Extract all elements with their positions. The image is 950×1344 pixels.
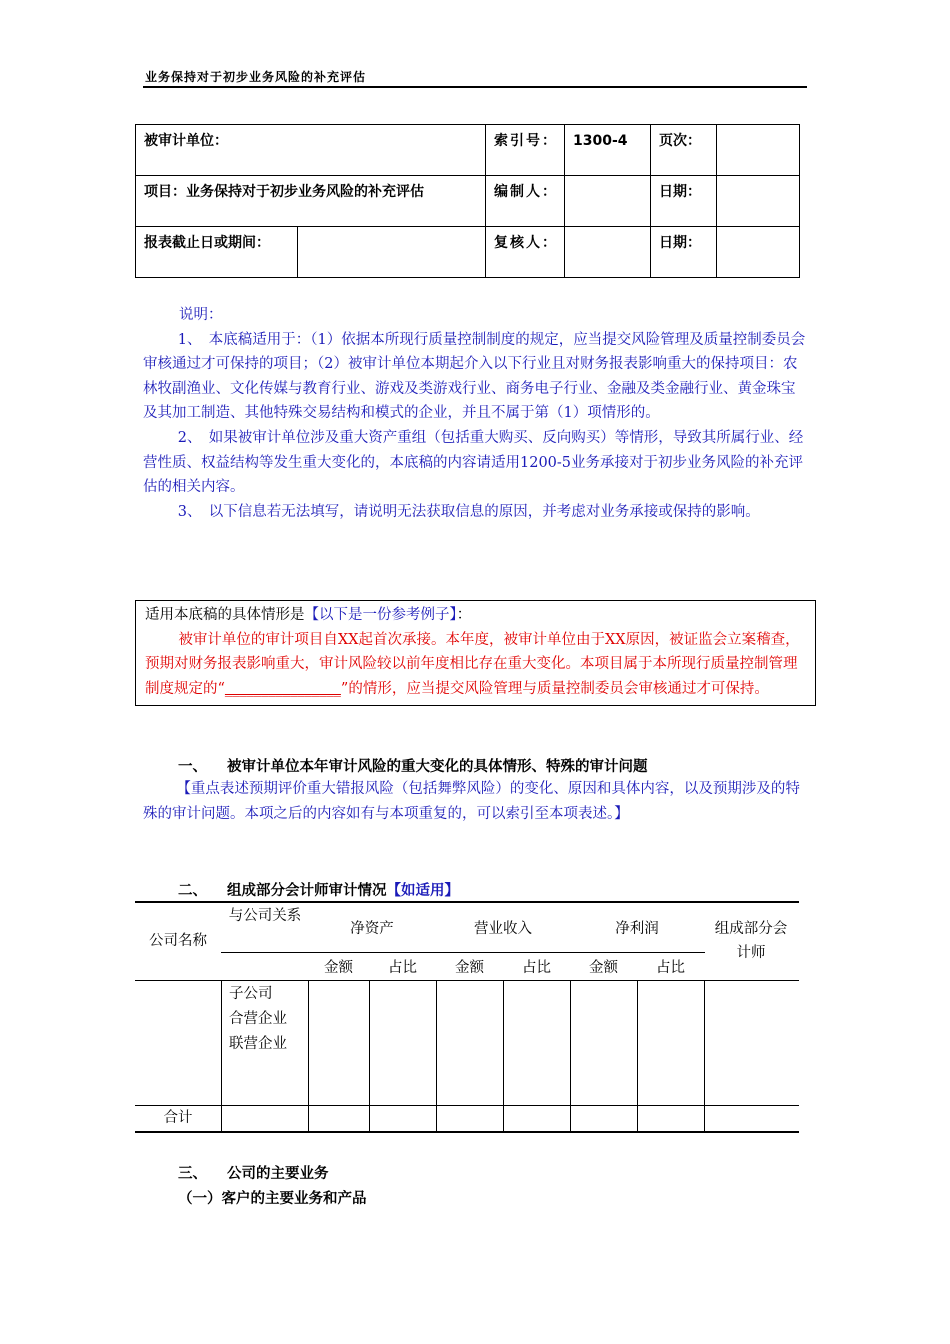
auditee-label: 被审计单位： — [136, 125, 486, 176]
date-value-1[interactable] — [717, 176, 800, 227]
section2-heading — [178, 879, 459, 900]
sub-amount: 金额 — [455, 960, 484, 976]
col-revenue: 营业收入 — [474, 921, 532, 937]
table-vline — [503, 980, 504, 1131]
table-vline — [637, 980, 638, 1131]
info-table — [135, 124, 800, 278]
relation-list — [229, 982, 309, 1057]
table-vline — [221, 980, 222, 1131]
relation-associate: 联营企业 — [229, 1036, 287, 1052]
example-body — [145, 628, 807, 702]
section1-number: 一、 — [178, 759, 207, 775]
table-top-rule — [135, 901, 799, 903]
col-relation: 与公司关系 — [228, 908, 302, 924]
table-subheader-rule — [221, 952, 705, 953]
table-bottom-rule — [135, 1131, 799, 1133]
section3-sub1: （一）客户的主要业务和产品 — [178, 1191, 367, 1207]
example-body-part1: 被审计单位的审计项目自XX起首次承接。本年度，被审计单位由于XX原因，被证监会立案稽查，预期对财务报表影响重大，审计风险较以前年度相比存在重大变化。本项目属于本所现行质量控制管理制度规定的“ — [145, 631, 800, 697]
notes-item-3: 3、 以下信息若无法填写，请说明无法获取信息的原因，并考虑对业务承接或保持的影响。 — [177, 503, 760, 520]
date-value-2[interactable] — [717, 227, 800, 278]
example-blank[interactable]: ________________ — [224, 680, 341, 697]
component-auditor-table — [135, 901, 799, 1133]
table-vline — [570, 980, 571, 1131]
table-total-rule — [135, 1105, 799, 1106]
sub-amount: 金额 — [324, 960, 353, 976]
section2-note: 【如适用】 — [386, 883, 459, 899]
table-vline — [704, 980, 705, 1131]
index-label: 索引号： — [486, 125, 565, 176]
period-label: 报表截止日或期间： — [136, 227, 298, 278]
page-value[interactable] — [717, 125, 800, 176]
section1-title: 被审计单位本年审计风险的重大变化的具体情形、特殊的审计问题 — [227, 759, 648, 775]
index-value: 1300-4 — [565, 125, 651, 176]
col-component-auditor: 组成部分会计师 — [714, 921, 788, 961]
section3-number: 三、 — [178, 1166, 207, 1182]
project-label: 项目：业务保持对于初步业务风险的补充评估 — [136, 176, 486, 227]
sub-ratio: 占比 — [522, 960, 551, 976]
page-label: 页次： — [651, 125, 717, 176]
example-body-part2: ”的情形，应当提交风险管理与质量控制委员会审核通过才可保持。 — [340, 680, 769, 697]
section2-number: 二、 — [178, 883, 207, 899]
section3-heading — [178, 1162, 329, 1183]
table-vline — [369, 980, 370, 1131]
sub-amount: 金额 — [589, 960, 618, 976]
document-header-title: 业务保持对于初步业务风险的补充评估 — [145, 70, 367, 84]
example-box — [135, 600, 816, 706]
notes-title: 说明： — [179, 307, 223, 323]
example-intro-ref: 【以下是一份参考例子】 — [304, 607, 457, 623]
col-company: 公司名称 — [149, 933, 207, 949]
col-net-profit: 净利润 — [615, 921, 659, 937]
period-value[interactable] — [298, 227, 486, 278]
reviewer-label: 复核人： — [486, 227, 565, 278]
table-header-rule — [135, 980, 799, 981]
notes-item-1: 1、 本底稿适用于：（1）依据本所现行质量控制制度的规定，应当提交风险管理及质量控制委员会审核通过才可保持的项目；（2）被审计单位本期起介入以下行业且对财务报表影响重大的保持项目：农林牧副渔业、文化传媒与教育行业、游戏及类游戏行业、商务电子行业、金融及类金融行业、黄金珠宝及其加工制造、其他特殊交易结构和模式的企业，并且不属于第（1）项情形的。 — [143, 331, 806, 422]
example-intro — [145, 603, 807, 628]
col-net-assets: 净资产 — [350, 921, 394, 937]
preparer-value[interactable] — [565, 176, 651, 227]
example-intro-prefix: 适用本底稿的具体情形是 — [145, 607, 305, 623]
notes-block — [143, 303, 809, 524]
section2-title: 组成部分会计师审计情况 — [227, 883, 387, 899]
notes-item-2: 2、 如果被审计单位涉及重大资产重组（包括重大购买、反向购买）等情形，导致其所属行业、经营性质、权益结构等发生重大变化的，本底稿的内容请适用1200-5业务承接对于初步业务风险的补充评估的相关内容。 — [143, 429, 804, 496]
date-label-1: 日期： — [651, 176, 717, 227]
header-rule — [143, 86, 807, 88]
table-vline — [436, 980, 437, 1131]
reviewer-value[interactable] — [565, 227, 651, 278]
section1-heading — [178, 755, 648, 776]
sub-ratio: 占比 — [656, 960, 685, 976]
preparer-label: 编制人： — [486, 176, 565, 227]
total-label: 合计 — [163, 1110, 193, 1126]
date-label-2: 日期： — [651, 227, 717, 278]
relation-subsidiary: 子公司 — [229, 986, 273, 1002]
example-intro-suffix: ： — [456, 607, 472, 623]
sub-ratio: 占比 — [388, 960, 417, 976]
section1-note: 【重点表述预期评价重大错报风险（包括舞弊风险）的变化、原因和具体内容，以及预期涉及的特殊的审计问题。本项之后的内容如有与本项重复的，可以索引至本项表述。】 — [143, 781, 800, 822]
relation-joint-venture: 合营企业 — [229, 1011, 287, 1027]
section3-title: 公司的主要业务 — [227, 1166, 329, 1182]
